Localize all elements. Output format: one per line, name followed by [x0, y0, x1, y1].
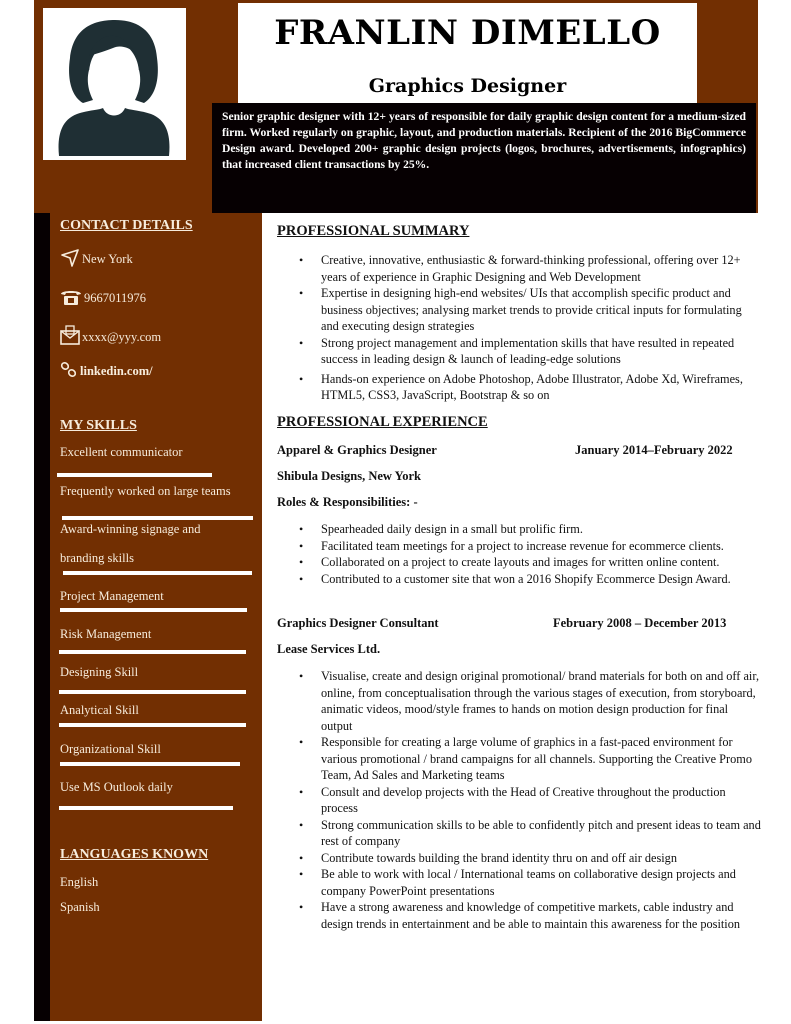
- skill-label: Project Management: [60, 589, 164, 603]
- envelope-icon: [60, 325, 80, 345]
- contact-email-text[interactable]: xxxx@yyy.com: [82, 330, 162, 344]
- list-item: • Responsible for creating a large volume of graphics in a fast-paced environment for various promotional / brand campaigns for all channels. Supporting the Creative Promo Team, Ad Sales and Marketing teams: [321, 734, 761, 784]
- summary-bullet-list: [277, 252, 751, 404]
- skill-label: Award-winning signage and: [60, 522, 201, 536]
- job-bullet-list: [277, 521, 761, 587]
- list-item: • Creative, innovative, enthusiastic & forward-thinking professional, offering over 12+ years of experience in Graphic Designing and Web Development: [321, 252, 751, 285]
- contact-email: [60, 325, 161, 345]
- job-dates: January 2014–February 2022: [575, 443, 733, 457]
- skill-bar: [59, 690, 246, 694]
- professional-experience-heading: PROFESSIONAL EXPERIENCE: [277, 414, 488, 430]
- skill-bar: [60, 762, 240, 766]
- header-summary-text: Senior graphic designer with 12+ years of responsible for daily graphic design content for a medium-sized firm. Worked regularly on graphic, layout, and production materials. Recipient of the 2016 BigCommerce Design award. Developed 200+ graphic design projects (logos, brochures, advertisements, infographics) that increased client transactions by 25%.: [222, 110, 746, 171]
- skill-bar: [59, 723, 246, 727]
- skill-bar: [57, 473, 212, 477]
- skill-bar: [60, 608, 247, 612]
- list-item: • Be able to work with local / International teams on collaborative design projects and company PowerPoint presentations: [321, 866, 761, 899]
- header-summary-box: [212, 103, 756, 213]
- skill-label: Designing Skill: [60, 665, 139, 679]
- skill-label: Analytical Skill: [60, 703, 139, 717]
- job-company: Shibula Designs, New York: [277, 469, 422, 483]
- telephone-icon: [60, 288, 82, 306]
- skill-label: Organizational Skill: [60, 742, 161, 756]
- skill-label: Excellent communicator: [60, 445, 183, 459]
- contact-linkedin-text[interactable]: linkedin.com/: [80, 364, 153, 378]
- list-item: • Strong project management and implementation skills that have resulted in repeated success in leading design & launch of leading-edge solutions: [321, 335, 751, 368]
- list-item: • Facilitated team meetings for a project to increase revenue for ecommerce clients.: [321, 538, 761, 555]
- skill-label: Frequently worked on large teams: [60, 484, 231, 498]
- language-item: Spanish: [60, 900, 100, 914]
- professional-summary-heading: PROFESSIONAL SUMMARY: [277, 223, 470, 239]
- name-box: [238, 3, 697, 105]
- list-item: • Contribute towards building the brand identity thru on and off air design: [321, 850, 761, 867]
- job-header: [277, 616, 747, 631]
- languages-heading: LANGUAGES KNOWN: [60, 847, 209, 862]
- list-item: • Spearheaded daily design in a small but prolific firm.: [321, 521, 761, 538]
- list-item: • Consult and develop projects with the Head of Creative throughout the production process: [321, 784, 761, 817]
- skill-bar: [59, 806, 233, 810]
- sidebar: [50, 213, 262, 1021]
- profile-photo: [43, 8, 186, 160]
- skill-label: Risk Management: [60, 627, 152, 641]
- candidate-name: FRANLIN DIMELLO: [274, 13, 661, 53]
- contact-linkedin: [60, 361, 153, 379]
- list-item: • Expertise in designing high-end websites/ UIs that accomplish specific product and business objectives; analysing market trends to provide critical inputs for formulating and executing design strategies: [321, 285, 751, 335]
- skill-bar: [62, 516, 253, 520]
- list-item: • Visualise, create and design original promotional/ brand materials for both on and off air, online, from conceptualisation through the various stages of execution, from storyboard, animatic videos, mood/style frames to hands on motion design production for final output: [321, 668, 761, 734]
- job-role: Apparel & Graphics Designer: [277, 443, 437, 457]
- list-item: • Contributed to a customer site that won a 2016 Shopify Ecommerce Design Award.: [321, 571, 761, 588]
- skill-label: Use MS Outlook daily: [60, 780, 173, 794]
- skill-label-continued: branding skills: [60, 551, 134, 565]
- contact-heading: CONTACT DETAILS: [60, 218, 193, 233]
- job-title: Graphics Designer: [368, 75, 567, 97]
- job-bullet-list: [277, 668, 761, 932]
- skill-bar: [59, 650, 246, 654]
- job-company: Lease Services Ltd.: [277, 642, 381, 656]
- language-item: English: [60, 875, 99, 889]
- sidebar-accent-stripe: [34, 213, 50, 1021]
- job-role: Graphics Designer Consultant: [277, 616, 439, 630]
- skills-heading: MY SKILLS: [60, 418, 137, 433]
- job-header: [277, 443, 747, 458]
- list-item: • Have a strong awareness and knowledge of competitive markets, cable industry and design trends in entertainment and be able to maintain this awareness for the position: [321, 899, 761, 932]
- location-arrow-icon: [60, 249, 80, 267]
- contact-location-text: New York: [82, 252, 133, 266]
- avatar-female-icon: [43, 8, 186, 160]
- link-icon: [60, 361, 78, 379]
- contact-phone-text: 9667011976: [84, 291, 147, 305]
- job-dates: February 2008 – December 2013: [553, 616, 727, 630]
- roles-label: Roles & Responsibilities: -: [277, 495, 418, 509]
- list-item: • Hands-on experience on Adobe Photoshop, Adobe Illustrator, Adobe Xd, Wireframes, HTML5, CSS3, JavaScript, Bootstrap & so on: [321, 371, 751, 404]
- list-item: • Collaborated on a project to create layouts and images for written online content.: [321, 554, 761, 571]
- list-item: • Strong communication skills to be able to confidently pitch and present ideas to team and rest of company: [321, 817, 761, 850]
- contact-phone: [60, 288, 146, 306]
- contact-location: [60, 249, 133, 267]
- skill-bar: [63, 571, 252, 575]
